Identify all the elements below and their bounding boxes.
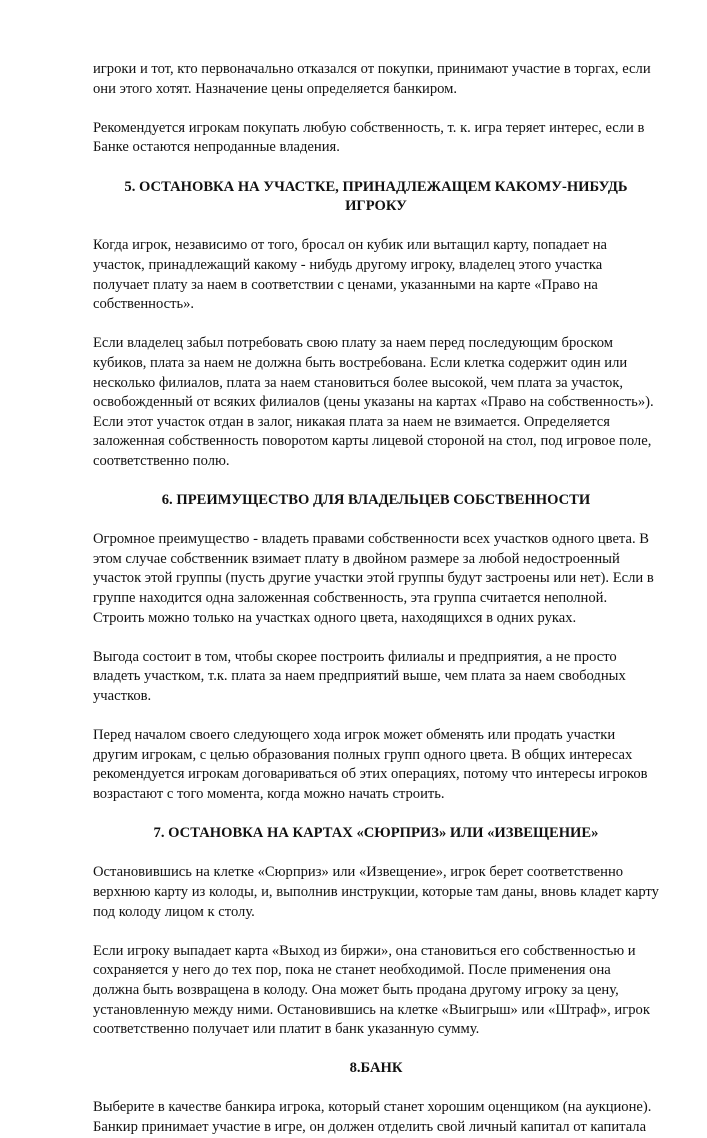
paragraph-text: Выгода состоит в том, чтобы скорее построить филиалы и предприятия, а не просто владеть участком, т.к. плата за наем предприятий выше, чем плата за наем свободных участков. [93, 648, 626, 704]
paragraph [93, 236, 659, 314]
section-heading: 8.БАНК [349, 1060, 403, 1077]
section-8 [93, 1059, 659, 1079]
paragraph-text: Если владелец забыл потребовать свою плату за наем перед последующим броском кубиков, плата за наем не должна быть востребована. Если клетка содержит один или несколько филиалов, плата за наем становиться более высокой, чем плата за участок, освобожденный от всяких филиалов (цены указаны на картах «Право на собственность»). Если этот участок отдан в залог, никакая плата за наем не взимается. Определяется заложенная собственность поворотом карты лицевой стороной на стол, под игровое поле, соответственно полю. [93, 335, 654, 469]
paragraph [93, 530, 659, 628]
document-page [93, 60, 659, 1138]
paragraph [93, 334, 659, 471]
paragraph [93, 863, 659, 922]
section-heading: 7. ОСТАНОВКА НА КАРТАХ «СЮРПРИЗ» ИЛИ «ИЗВЕЩЕНИЕ» [153, 825, 599, 842]
paragraph [93, 648, 659, 707]
section-heading: 6. ПРЕИМУЩЕСТВО ДЛЯ ВЛАДЕЛЬЦЕВ СОБСТВЕННОСТИ [161, 492, 591, 509]
section-7 [93, 824, 659, 844]
paragraph-text: Рекомендуется игрокам покупать любую собственность, т. к. игра теряет интерес, если в Банке остаются непроданные владения. [93, 119, 645, 156]
paragraph-text: Выберите в качестве банкира игрока, который станет хорошим оценщиком (на аукционе). Банкир принимает участие в игре, он должен отделить свой личный капитал от капитала [93, 1099, 652, 1136]
paragraph [93, 942, 659, 1040]
paragraph-text: Остановившись на клетке «Сюрприз» или «Извещение», игрок берет соответственно верхнюю карту из колоды, и, выполнив инструкции, которые там даны, вновь кладет карту под колоду лицом к столу. [93, 864, 659, 920]
paragraph-text: Огромное преимущество - владеть правами собственности всех участков одного цвета. В этом случае собственник взимает плату в двойном размере за любой недостроенный участок этой группы (пусть другие участки этой группы будут застроены или нет). Если в группе находится одна заложенная собственность, эта группа считается неполной. Строить можно только на участках одного цвета, находящихся в одних руках. [93, 531, 654, 626]
section-5 [93, 178, 659, 217]
section-heading: 5. ОСТАНОВКА НА УЧАСТКЕ, ПРИНАДЛЕЖАЩЕМ КАКОМУ-НИБУДЬ ИГРОКУ [124, 178, 628, 215]
paragraph [93, 726, 659, 804]
section-6 [93, 491, 659, 511]
paragraph-text: Если игроку выпадает карта «Выход из биржи», она становиться его собственностью и сохраняется у него до тех пор, пока не станет необходимой. После применения она должна быть возвращена в колоду. Она может быть продана другому игроку за цену, установленную между ними. Остановившись на клетке «Выигрыш» или «Штраф», игрок соответственно получает или платит в банк указанную сумму. [93, 942, 650, 1038]
paragraph-auction [93, 60, 659, 99]
paragraph-text: Когда игрок, независимо от того, бросал он кубик или вытащил карту, попадает на участок, принадлежащий какому - нибудь другому игроку, владелец этого участка получает плату за наем в соответствии с ценами, указанными на карте «Право на собственность». [93, 237, 608, 313]
paragraph-recommendation [93, 119, 659, 158]
paragraph [93, 1098, 659, 1137]
paragraph-text: игроки и тот, кто первоначально отказался от покупки, принимают участие в торгах, если они этого хотят. Назначение цены определяется банкиром. [93, 61, 651, 97]
paragraph-text: Перед началом своего следующего хода игрок может обменять или продать участки другим игрокам, с целью образования полных групп одного цвета. В общих интересах рекомендуется игрокам договариваться об этих операциях, потому что интересы игроков возрастают с того момента, когда можно начать строить. [93, 727, 648, 802]
